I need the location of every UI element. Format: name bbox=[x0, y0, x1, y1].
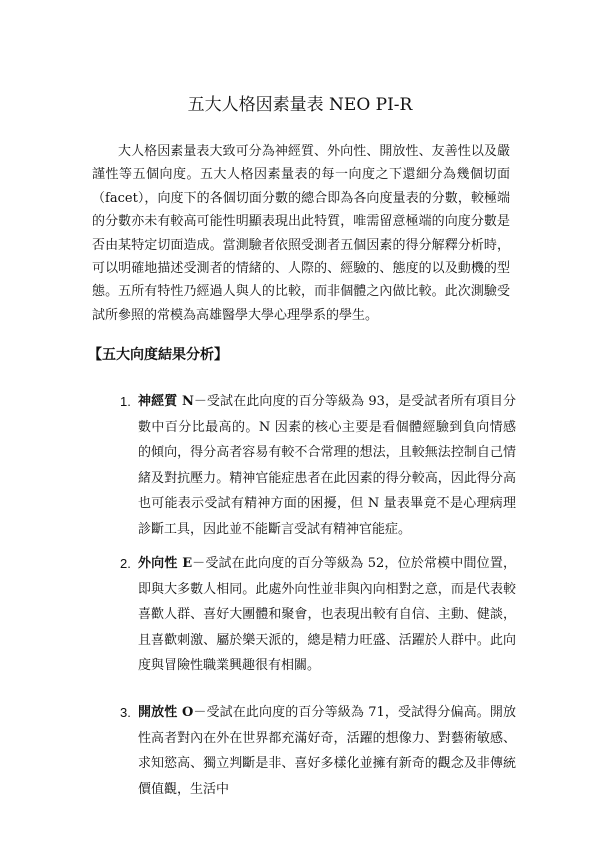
list-item-body bbox=[138, 389, 516, 542]
list-item-body bbox=[138, 551, 516, 679]
list-item-number: 1. bbox=[120, 394, 131, 409]
list-item-text: －受試在此向度的百分等級為 71，受試得分偏高。開放性高者對內在外在世界都充滿好奇，活躍的想像力、對藝術敏感、求知慾高、獨立判斷是非、喜好多樣化並擁有新奇的觀念及非傳統價值觀，生活中 bbox=[138, 705, 516, 797]
list-item-label: 開放性 O bbox=[138, 705, 194, 720]
list-item-label: 神經質 N bbox=[138, 394, 194, 409]
list-item bbox=[120, 551, 516, 679]
intro-paragraph: 大人格因素量表大致可分為神經質、外向性、開放性、友善性以及嚴謹性等五個向度。五大人格因素量表的每一向度之下還細分為幾個切面（facet），向度下的各個切面分數的總合即為各向度量表的分數，較極端的分數亦未有較高可能性明顯表現出此特質，唯需留意極端的向度分數是否由某特定切面造成。當測驗者依照受測者五個因素的得分解釋分析時，可以明確地描述受測者的情緒的、人際的、經驗的、態度的以及動機的型態。五所有特性乃經過人與人的比較，而非個體之內做比較。此次測驗受試所參照的常模為高雄醫學大學心理學系的學生。 bbox=[92, 144, 510, 323]
list-item-number: 2. bbox=[120, 556, 131, 571]
list-item bbox=[120, 389, 516, 542]
list-item-body bbox=[138, 700, 516, 802]
list-item-label: 外向性 E bbox=[138, 556, 193, 571]
section-heading: 【五大向度結果分析】 bbox=[88, 347, 228, 363]
list-item-number: 3. bbox=[120, 705, 131, 720]
list-item-text: －受試在此向度的百分等級為 52，位於常模中間位置，即與大多數人相同。此處外向性並非與內向相對之意，而是代表較喜歡人群、喜好大團體和聚會，也表現出較有自信、主動、健談，且喜歡刺激、屬於樂天派的，總是精力旺盛、活躍於人群中。此向度與冒險性職業興趣很有相關。 bbox=[138, 556, 516, 673]
document-title: 五大人格因素量表 NEO PI-R bbox=[187, 95, 413, 115]
list-item-text: －受試在此向度的百分等級為 93，是受試者所有項目分數中百分比最高的。N 因素的核心主要是看個體經驗到負向情感的傾向，得分高者容易有較不合常理的想法，且較無法控制自己情緒及對抗壓力。精神官能症患者在此因素的得分較高，因此得分高也可能表示受試有精神方面的困擾，但 N 量表畢竟不是心理病理診斷工具，因此並不能斷言受試有精神官能症。 bbox=[138, 394, 516, 537]
list-item bbox=[120, 700, 516, 802]
